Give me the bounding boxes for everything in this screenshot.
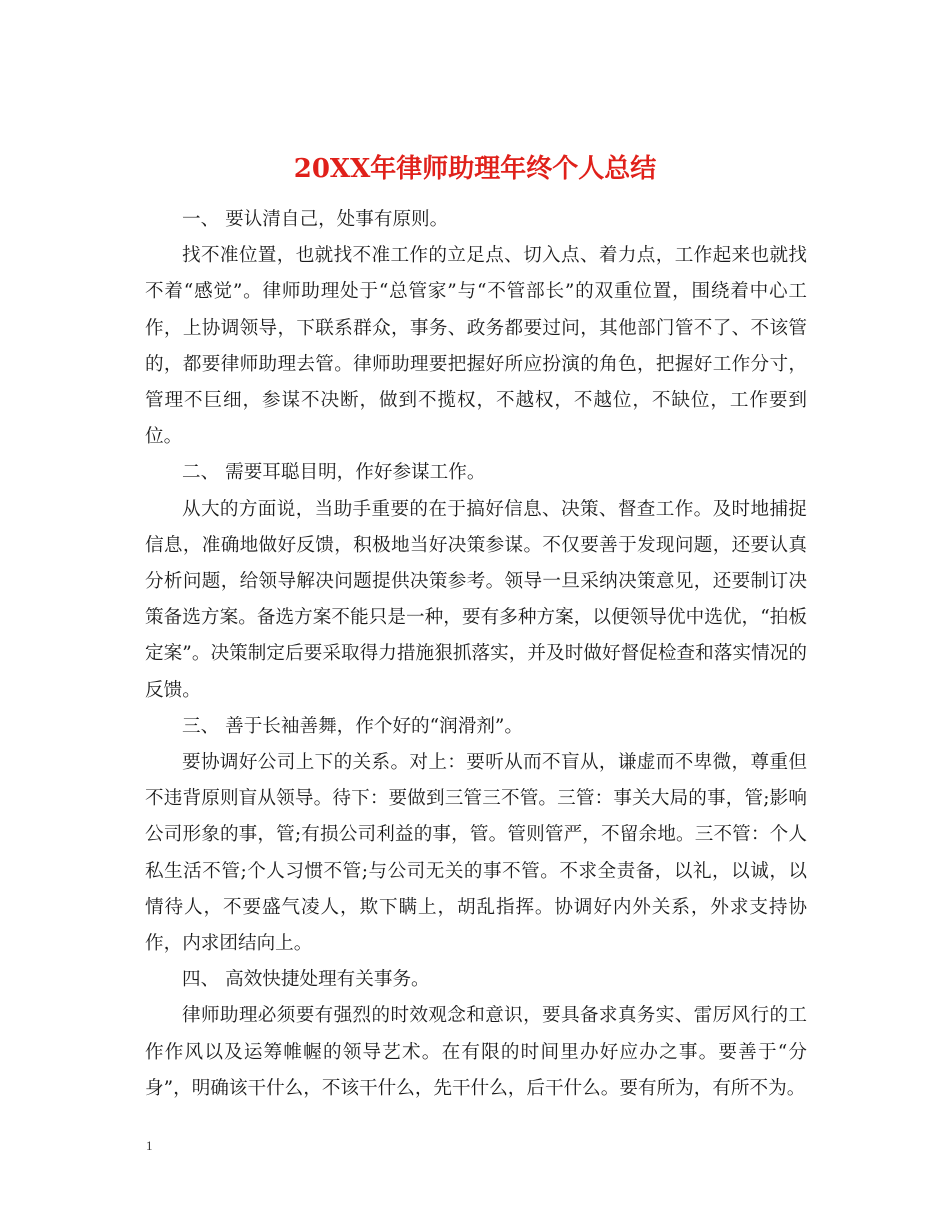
document-title: 20XX年律师助理年终个人总结 [293,154,657,185]
body-paragraph-3: 要协调好公司上下的关系。对上：要听从而不盲从，谦虚而不卑微，尊重但不违背原则盲从领导。待下：要做到三管三不管。三管：事关大局的事，管;影响公司形象的事，管;有损公司利益的事，管。管则管严，不留余地。三不管：个人私生活不管;个人习惯不管;与公司无关的事不管。不求全责备，以礼，以诚，以情待人，不要盛气凌人，欺下瞒上，胡乱指挥。协调好内外关系，外求支持协作，内求团结向上。 [145,752,807,955]
page-number: 1 [146,1138,153,1153]
section-heading-4: 四、 高效快捷处理有关事务。 [182,969,430,991]
section-heading-3: 三、 善于长袖善舞，作个好的“润滑剂”。 [182,715,524,737]
document-body [145,202,807,1107]
section-heading-1: 一、 要认清自己，处事有原则。 [182,209,449,230]
section-heading-2: 二、 需要耳聪目明，作好参谋工作。 [182,462,486,484]
body-paragraph-2: 从大的方面说，当助手重要的在于搞好信息、决策、督查工作。及时地捕捉信息，准确地做好反馈，积极地当好决策参谋。不仅要善于发现问题，还要认真分析问题，给领导解决问题提供决策参考。领导一旦采纳决策意见，还要制订决策备选方案。备选方案不能只是一种，要有多种方案，以便领导优中选优，“拍板定案”。决策制定后要采取得力措施狠抓落实，并及时做好督促检查和落实情况的反馈。 [145,498,807,701]
body-paragraph-4: 律师助理必须要有强烈的时效观念和意识，要具备求真务实、雷厉风行的工作作风以及运筹帷幄的领导艺术。在有限的时间里办好应办之事。要善于“分身”，明确该干什么，不该干什么，先干什么，后干什么。要有所为，有所不为。 [145,1005,807,1099]
body-paragraph-1: 找不准位置，也就找不准工作的立足点、切入点、着力点，工作起来也就找不着“感觉”。律师助理处于“总管家”与“不管部长”的双重位置，围绕着中心工作，上协调领导，下联系群众，事务、政务都要过问，其他部门管不了、不该管的，都要律师助理去管。律师助理要把握好所应扮演的角色，把握好工作分寸，管理不巨细，参谋不决断，做到不揽权，不越权，不越位，不缺位，工作要到位。 [145,245,807,448]
